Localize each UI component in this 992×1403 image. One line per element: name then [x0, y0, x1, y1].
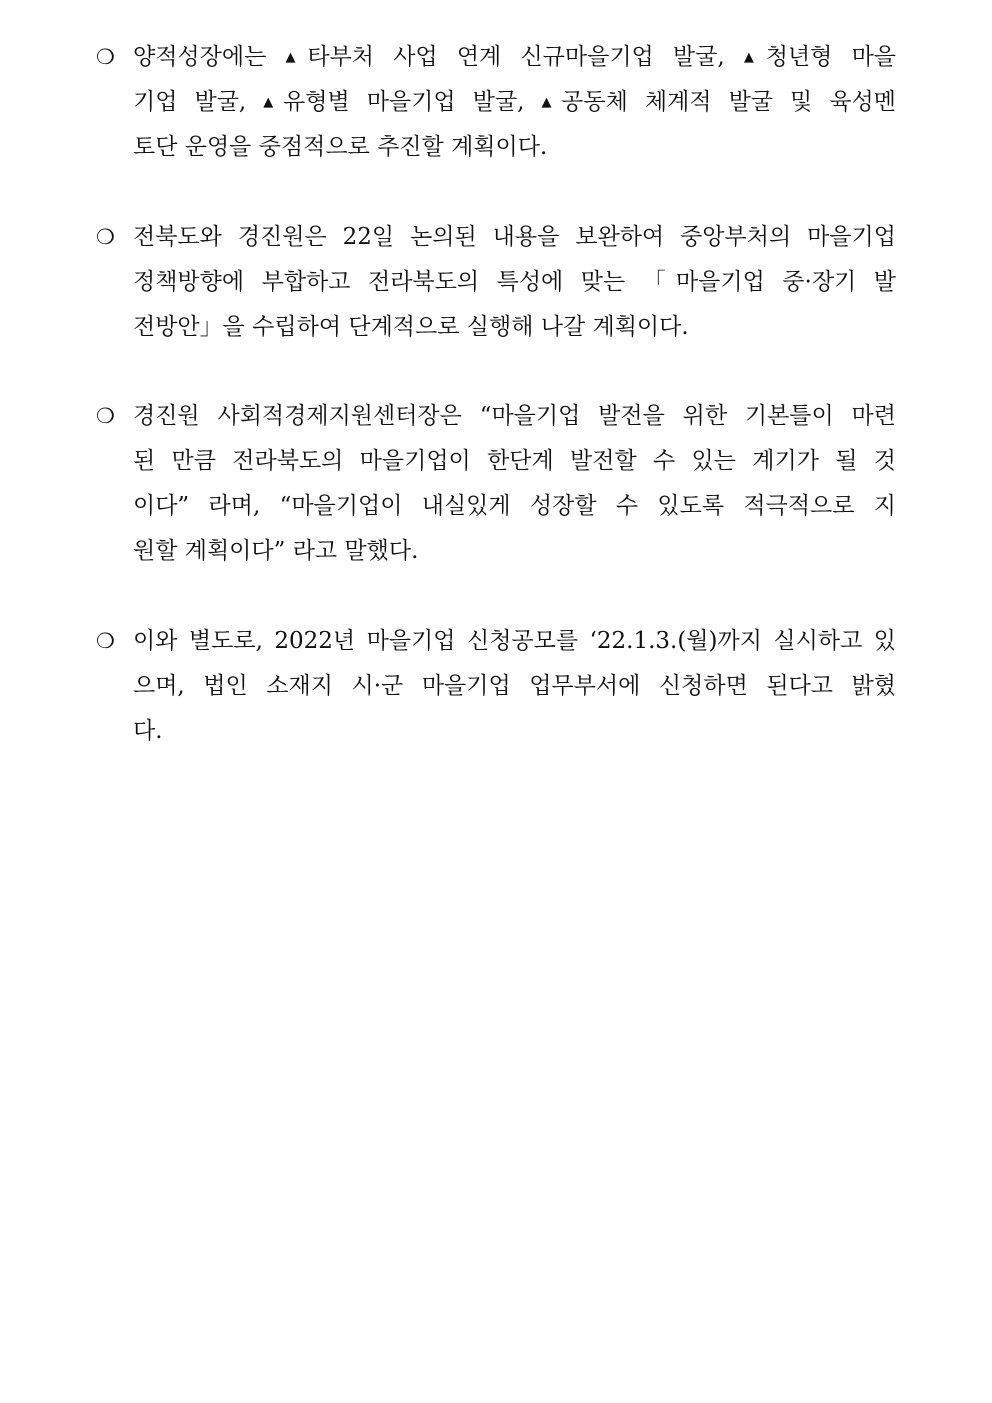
text-line: 전북도와 경진원은 22일 논의된 내용을 보완하여 중앙부처의 마을기업 [133, 224, 896, 250]
circle-bullet-icon: ❍ [96, 404, 115, 428]
paragraph-text [133, 394, 896, 574]
text-line: 양적성장에는 ▲타부처 사업 연계 신규마을기업 발굴, ▲청년형 마을 [133, 44, 897, 70]
paragraph-text [133, 215, 896, 350]
text-line: 된 만큼 전라북도의 마을기업이 한단계 발전할 수 있는 계기가 될 것 [133, 448, 896, 474]
text-line: 정책방향에 부합하고 전라북도의 특성에 맞는 「마을기업 중·장기 발 [133, 269, 896, 295]
text-line: 토단 운영을 중점적으로 추진할 계획이다. [133, 134, 548, 160]
text-line: 원할 계획이다” 라고 말했다. [133, 538, 419, 564]
paragraph-text [133, 35, 896, 170]
triangle-marker-icon: ▲ [285, 50, 308, 65]
text-line: 으며, 법인 소재지 시·군 마을기업 업무부서에 신청하면 된다고 밝혔 [133, 673, 896, 699]
text-line: 전방안」을 수립하여 단계적으로 실행해 나갈 계획이다. [133, 314, 689, 340]
triangle-marker-icon: ▲ [743, 50, 766, 65]
circle-bullet-icon: ❍ [96, 225, 115, 249]
circle-bullet-icon: ❍ [96, 45, 115, 69]
text-line: 이다” 라며, “마을기업이 내실있게 성장할 수 있도록 적극적으로 지 [133, 493, 896, 519]
circle-bullet-icon: ❍ [96, 629, 115, 653]
text-line: 이와 별도로, 2022년 마을기업 신청공모를 ‘22.1.3.(월)까지 실시하고 있 [133, 628, 896, 654]
triangle-marker-icon: ▲ [263, 95, 284, 110]
text-line: 기업 발굴, ▲유형별 마을기업 발굴, ▲공동체 체계적 발굴 및 육성멘 [133, 89, 896, 115]
text-line: 다. [133, 718, 163, 744]
triangle-marker-icon: ▲ [541, 95, 562, 110]
text-line: 경진원 사회적경제지원센터장은 “마을기업 발전을 위한 기본틀이 마련 [133, 403, 896, 429]
paragraph-text [133, 619, 896, 754]
